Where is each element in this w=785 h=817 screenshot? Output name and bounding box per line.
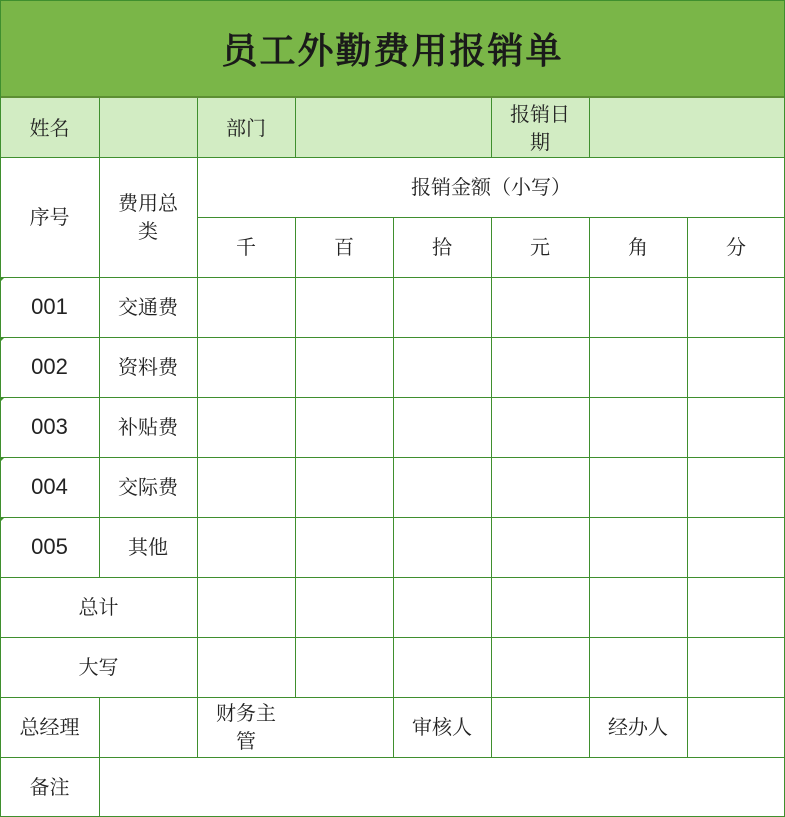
row-seq: 003 bbox=[31, 414, 68, 439]
row-category: 补贴费 bbox=[118, 415, 178, 439]
row-seq: 005 bbox=[31, 534, 68, 559]
row-seq: 002 bbox=[31, 354, 68, 379]
row-seq: 001 bbox=[31, 294, 68, 319]
capital-label: 大写 bbox=[78, 655, 119, 679]
row-category: 其他 bbox=[128, 535, 168, 559]
category-header: 费用总类 bbox=[118, 191, 178, 243]
handler-label: 经办人 bbox=[608, 715, 668, 739]
unit-header: 拾 bbox=[432, 235, 452, 259]
row-category: 交际费 bbox=[118, 475, 178, 499]
amount-header: 报销金额（小写） bbox=[411, 175, 571, 199]
row-category: 交通费 bbox=[118, 295, 178, 319]
total-label: 总计 bbox=[78, 595, 119, 619]
unit-header: 千 bbox=[236, 235, 256, 259]
form-title: 员工外勤费用报销单 bbox=[0, 0, 785, 97]
seq-header: 序号 bbox=[29, 205, 70, 229]
name-label: 姓名 bbox=[0, 98, 99, 157]
gm-label: 总经理 bbox=[19, 715, 80, 739]
auditor-label: 审核人 bbox=[412, 715, 472, 739]
unit-header: 百 bbox=[334, 235, 354, 259]
dept-label: 部门 bbox=[197, 98, 295, 157]
unit-header: 分 bbox=[726, 235, 746, 259]
remark-label: 备注 bbox=[29, 775, 70, 799]
date-label: 报销日期 bbox=[491, 98, 589, 157]
row-category: 资料费 bbox=[118, 355, 178, 379]
unit-header: 元 bbox=[530, 235, 550, 259]
unit-header: 角 bbox=[628, 235, 648, 259]
row-seq: 004 bbox=[31, 474, 68, 499]
finance-label: 财务主管 bbox=[216, 701, 276, 753]
